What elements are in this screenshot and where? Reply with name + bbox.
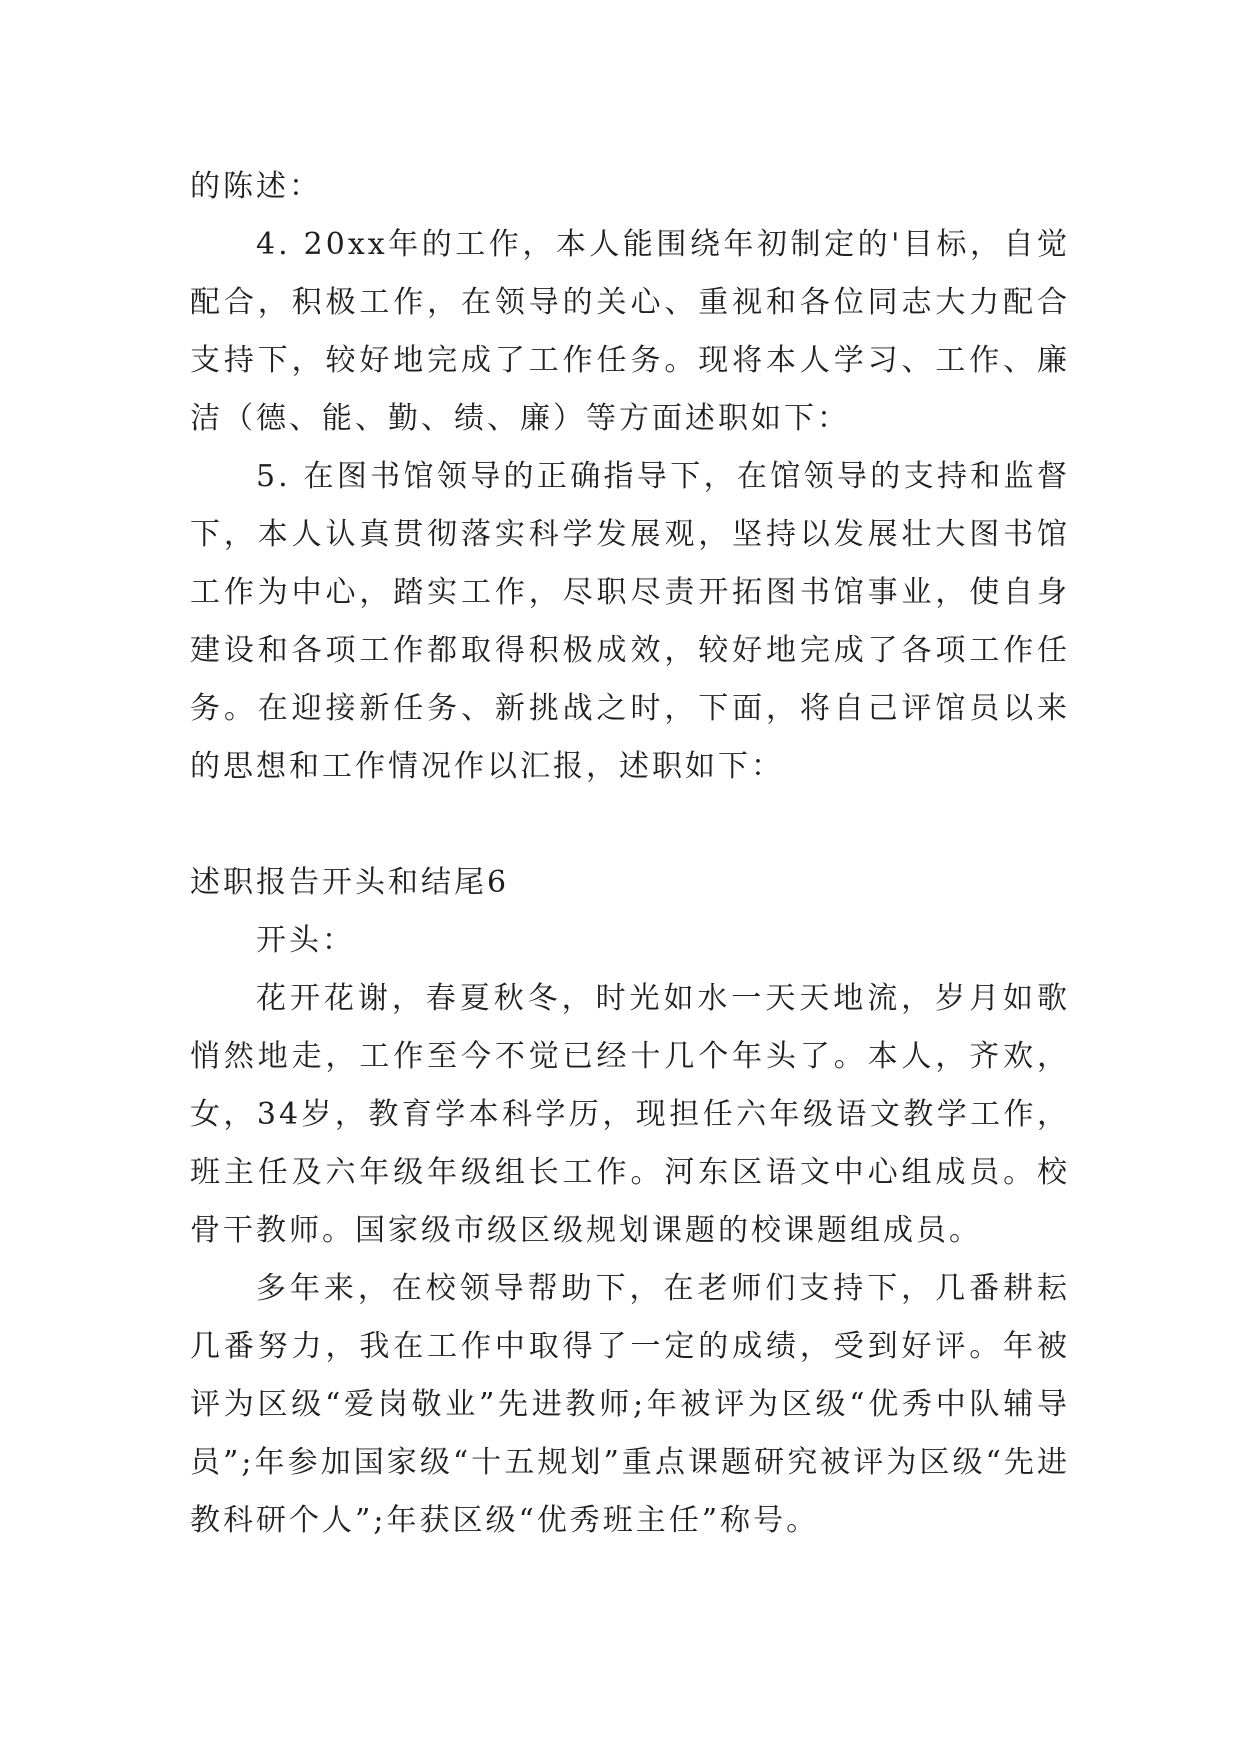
document-body xyxy=(190,158,1070,1550)
paragraph-continuation: 的陈述： xyxy=(190,169,322,204)
paragraph-opening-label: 开头： xyxy=(256,923,355,958)
paragraph-self-introduction: 花开花谢，春夏秋冬，时光如水一天天地流，岁月如歌悄然地走，工作至今不觉已经十几个年头了。本人，齐欢，女，34岁，教育学本科学历，现担任六年级语文教学工作，班主任及六年级年级组长工作。河东区语文中心组成员。校骨干教师。国家级市级区级规划课题的校课题组成员。 xyxy=(190,981,1070,1248)
section-heading: 述职报告开头和结尾6 xyxy=(190,865,510,900)
paragraph-item-4: 4. 20xx年的工作，本人能围绕年初制定的'目标，自觉配合，积极工作，在领导的关心、重视和各位同志大力配合支持下，较好地完成了工作任务。现将本人学习、工作、廉洁（德、能、勤、绩、廉）等方面述职如下： xyxy=(190,227,1070,436)
paragraph-achievements: 多年来，在校领导帮助下，在老师们支持下，几番耕耘几番努力，我在工作中取得了一定的成绩，受到好评。年被评为区级“爱岗敬业”先进教师;年被评为区级“优秀中队辅导员”;年参加国家级“十五规划”重点课题研究被评为区级“先进教科研个人”;年获区级“优秀班主任”称号。 xyxy=(190,1271,1070,1538)
paragraph-item-5: 5. 在图书馆领导的正确指导下，在馆领导的支持和监督下，本人认真贯彻落实科学发展观，坚持以发展壮大图书馆工作为中心，踏实工作，尽职尽责开拓图书馆事业，使自身建设和各项工作都取得积极成效，较好地完成了各项工作任务。在迎接新任务、新挑战之时，下面，将自己评馆员以来的思想和工作情况作以汇报，述职如下： xyxy=(190,459,1070,784)
